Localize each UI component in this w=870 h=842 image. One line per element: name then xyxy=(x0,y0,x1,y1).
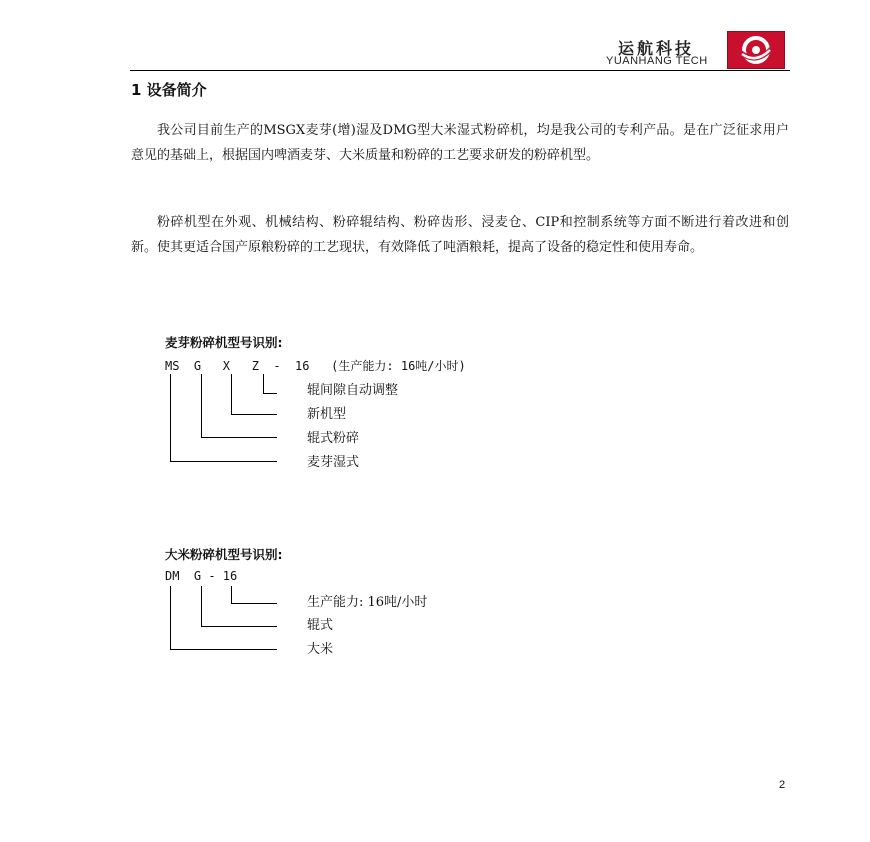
bracket-line xyxy=(170,649,277,650)
paragraph-improvements xyxy=(131,210,789,260)
bracket-line xyxy=(201,374,202,438)
rice-model-heading: 大米粉碎机型号识别: xyxy=(165,547,283,562)
paragraph-text: 我公司目前生产的MSGX麦芽(增)湿及DMG型大米湿式粉碎机，均是我公司的专利产品。是在广泛征求用户意见的基础上，根据国内啤酒麦芽、大米质量和粉碎的工艺要求研发的粉碎机型。 xyxy=(131,123,789,163)
header-rule xyxy=(130,70,790,71)
rice-label-roller: 辊式 xyxy=(307,618,334,633)
bracket-line xyxy=(263,374,264,394)
page-number: 2 xyxy=(779,779,786,791)
malt-label-roller: 辊式粉碎 xyxy=(307,431,360,446)
bracket-line xyxy=(201,437,277,438)
malt-label-gap-adjust: 辊间隙自动调整 xyxy=(307,383,399,398)
rice-model-code: DM G - 16 xyxy=(165,569,238,583)
malt-model-code: MS G X Z - 16 (生产能力: 16吨/小时) xyxy=(165,359,466,373)
bracket-line xyxy=(231,414,277,415)
paragraph-text: 粉碎机型在外观、机械结构、粉碎辊结构、粉碎齿形、浸麦仓、CIP和控制系统等方面不断进行着改进和创新。使其更适合国产原粮粉碎的工艺现状，有效降低了吨酒粮耗，提高了设备的稳定性和使用寿命。 xyxy=(131,215,789,255)
company-logo xyxy=(727,31,785,69)
brand-name-en: YUANHANG TECH xyxy=(606,55,708,67)
brand-name-cn: 运航科技 xyxy=(618,39,695,58)
rice-label-capacity: 生产能力: 16吨/小时 xyxy=(307,595,428,610)
bracket-line xyxy=(170,374,171,462)
section-title: 1 设备简介 xyxy=(131,81,207,99)
malt-label-wet: 麦芽湿式 xyxy=(307,455,360,470)
paragraph-intro xyxy=(131,118,789,168)
bracket-line xyxy=(263,393,277,394)
bracket-line xyxy=(231,374,232,415)
bracket-line xyxy=(201,586,202,627)
bracket-line xyxy=(170,586,171,650)
rice-label-rice: 大米 xyxy=(307,642,334,657)
swirl-logo-icon xyxy=(728,32,784,68)
malt-model-heading: 麦芽粉碎机型号识别: xyxy=(165,335,283,350)
malt-label-new-model: 新机型 xyxy=(307,407,347,422)
bracket-line xyxy=(170,461,277,462)
bracket-line xyxy=(231,603,277,604)
bracket-line xyxy=(231,586,232,604)
bracket-line xyxy=(201,626,277,627)
